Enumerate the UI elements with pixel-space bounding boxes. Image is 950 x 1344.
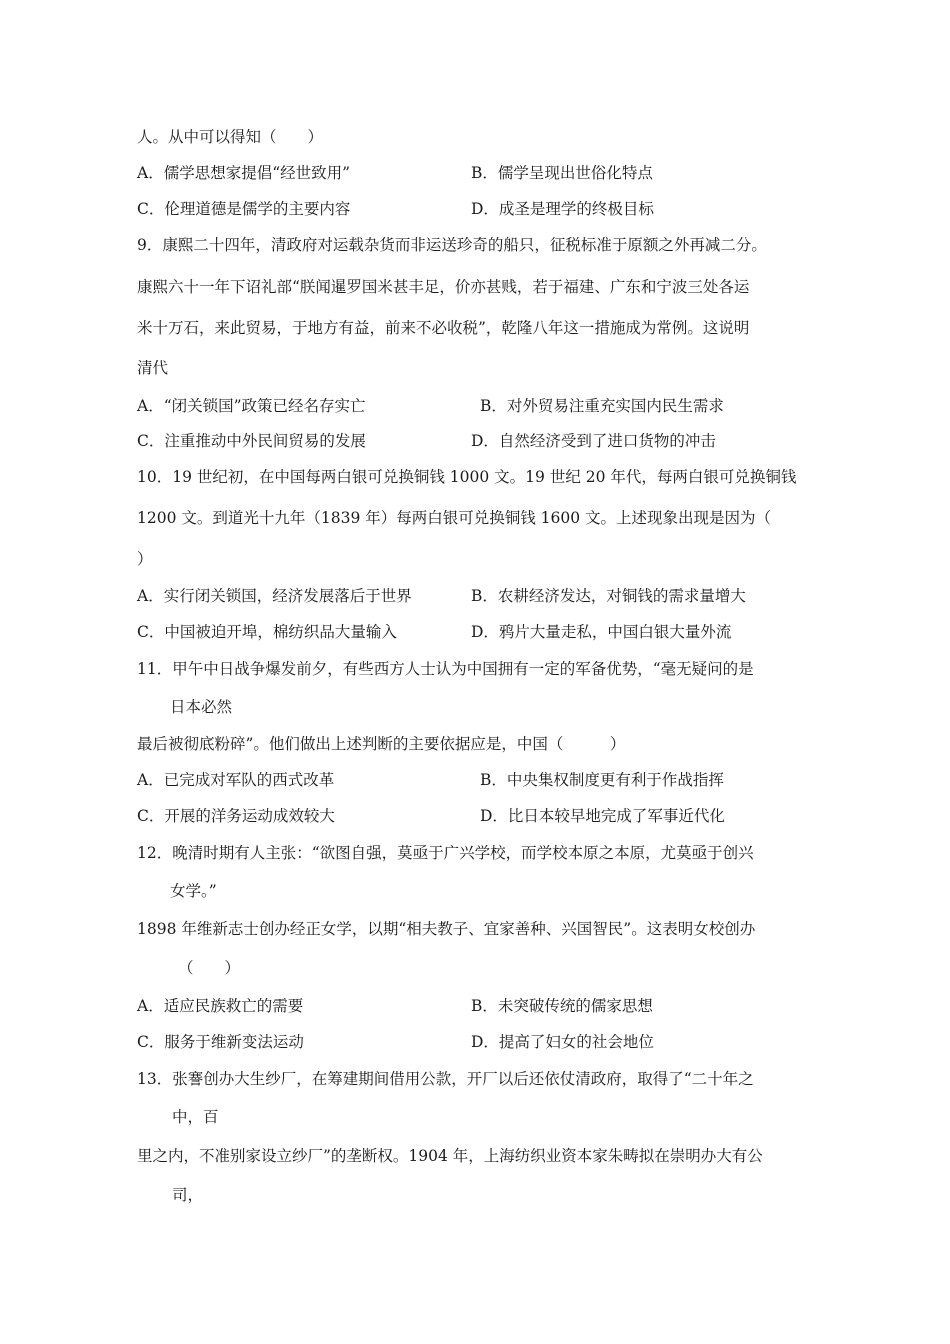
q11-stem-line-2: 日本必然: [170, 698, 233, 716]
q12-stem-line-1: 12．晚清时期有人主张：“欲图自强，莫亟于广兴学校，而学校本原之本原，尤莫亟于创兴: [137, 844, 754, 862]
q10-option-a: A．实行闭关锁国，经济发展落后于世界: [137, 587, 412, 605]
q12-option-a: A．适应民族救亡的需要: [137, 997, 304, 1015]
q10-stem-line-3: ）: [137, 550, 153, 568]
q9-stem-line-1: 9．康熙二十四年，清政府对运载杂货而非运送珍奇的船只，征税标准于原额之外再减二分。: [137, 236, 767, 254]
q9-stem-line-3: 米十万石，来此贸易，于地方有益，前来不必收税”，乾隆八年这一措施成为常例。这说明: [137, 319, 750, 337]
q12-option-c: C．服务于维新变法运动: [137, 1033, 304, 1051]
q10-stem-line-1: 10．19 世纪初，在中国每两白银可兑换铜钱 1000 文。19 世纪 20 年代，每两白银可兑换铜钱: [137, 468, 797, 486]
q13-stem-line-3: 里之内，不准别家设立纱厂”的垄断权。1904 年，上海纺织业资本家朱畴拟在崇明办大有公: [137, 1147, 763, 1165]
q9-option-c: C．注重推动中外民间贸易的发展: [137, 432, 366, 450]
q9-option-d: D．自然经济受到了进口货物的冲击: [471, 432, 716, 450]
q11-stem-line-3: 最后被彻底粉碎”。他们做出上述判断的主要依据应是，中国（ ）: [137, 735, 626, 753]
q11-option-a: A．已完成对军队的西式改革: [137, 771, 335, 789]
q12-option-b: B．未突破传统的儒家思想: [471, 997, 653, 1015]
q9-option-b: B．对外贸易注重充实国内民生需求: [480, 397, 724, 415]
q11-option-c: C．开展的洋务运动成效较大: [137, 807, 335, 825]
q11-option-b: B．中央集权制度更有利于作战指挥: [480, 771, 724, 789]
q13-stem-line-4: 司，: [172, 1186, 204, 1204]
q8-stem-end: 人。从中可以得知（ ）: [137, 128, 324, 146]
q8-option-c: C．伦理道德是儒学的主要内容: [137, 200, 351, 218]
q9-stem-line-2: 康熙六十一年下诏礼部“朕闻暹罗国米甚丰足，价亦甚贱，若于福建、广东和宁波三处各运: [137, 278, 750, 296]
q11-stem-line-1: 11．甲午中日战争爆发前夕，有些西方人士认为中国拥有一定的军备优势，“毫无疑问的是: [137, 660, 754, 678]
q10-option-c: C．中国被迫开埠，棉纺织品大量输入: [137, 623, 397, 641]
q11-option-d: D．比日本较早地完成了军事近代化: [480, 807, 725, 825]
q12-stem-line-3: 1898 年维新志士创办经正女学，以期“相夫教子、宜家善种、兴国智民”。这表明女校创办: [137, 920, 756, 938]
q10-stem-line-2: 1200 文。到道光十九年（1839 年）每两白银可兑换铜钱 1600 文。上述现象出现是因为（: [137, 509, 772, 527]
q9-stem-line-4: 清代: [137, 359, 169, 377]
q12-stem-line-2: 女学。”: [170, 882, 217, 900]
q12-answer-blank: （ ）: [178, 959, 241, 977]
q9-option-a: A．“闭关锁国”政策已经名存实亡: [137, 397, 366, 415]
q12-option-d: D．提高了妇女的社会地位: [471, 1033, 654, 1051]
q13-stem-line-1: 13．张謇创办大生纱厂，在筹建期间借用公款，开厂以后还依仗清政府，取得了“二十年之: [137, 1070, 754, 1088]
q8-option-d: D．成圣是理学的终极目标: [471, 200, 654, 218]
q8-option-a: A．儒学思想家提倡“经世致用”: [137, 164, 351, 182]
q8-option-b: B．儒学呈现出世俗化特点: [471, 164, 653, 182]
q13-stem-line-2: 中，百: [172, 1108, 219, 1126]
q10-option-b: B．农耕经济发达，对铜钱的需求量增大: [471, 587, 746, 605]
q10-option-d: D．鸦片大量走私，中国白银大量外流: [471, 623, 732, 641]
